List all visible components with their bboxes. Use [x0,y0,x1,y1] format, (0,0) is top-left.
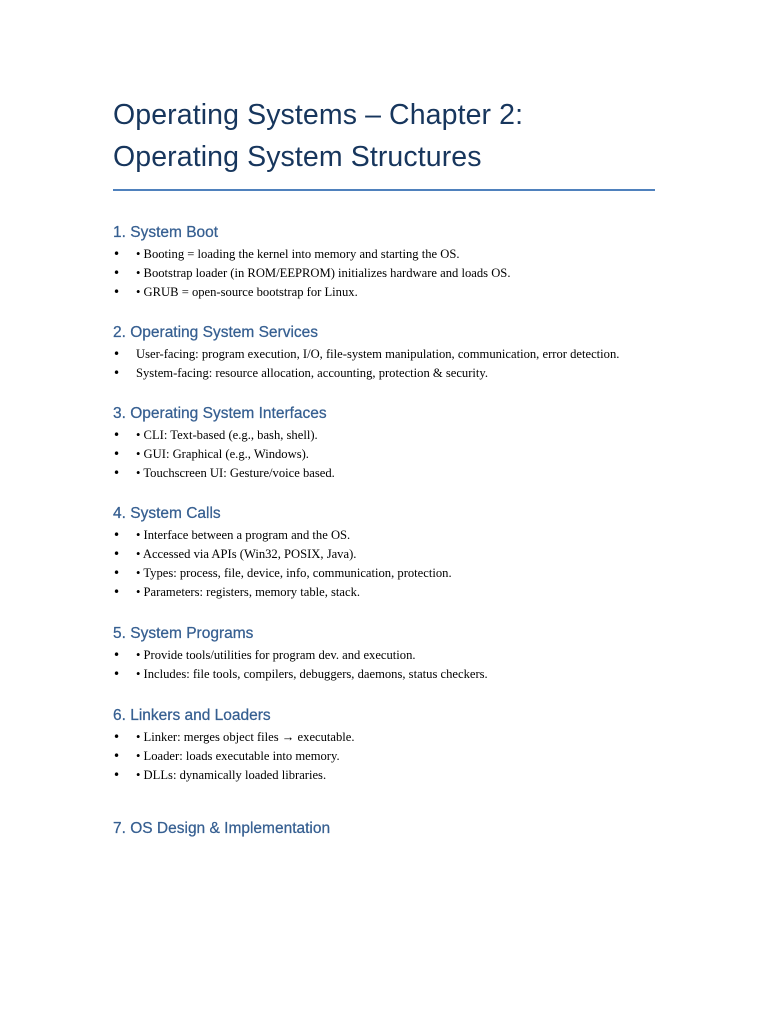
title-line-1: Operating Systems – Chapter 2: [113,99,524,131]
section-heading: 7. OS Design & Implementation [113,820,331,837]
section-os-services [113,321,655,383]
list-item [113,665,655,684]
bullet-icon: • [113,528,121,542]
section-heading: 4. System Calls [113,505,221,522]
list-item-text: • Parameters: registers, memory table, stack. [136,585,361,599]
title-divider [113,189,655,191]
bullet-icon: • [113,730,121,744]
bullet-list [113,526,655,602]
section-heading: 3. Operating System Interfaces [113,405,327,422]
bullet-list [113,646,655,684]
list-item-text: System-facing: resource allocation, accounting, protection & security. [136,366,489,380]
list-item [113,766,655,785]
bullet-icon: • [113,648,121,662]
list-item [113,583,655,602]
bullet-icon: • [113,667,121,681]
list-item-text: • Includes: file tools, compilers, debuggers, daemons, status checkers. [136,667,488,681]
list-item [113,526,655,545]
list-item-text: • Linker: merges object files → executable. [136,730,355,744]
section-heading: 2. Operating System Services [113,324,319,341]
section-system-boot [113,221,655,302]
bullet-list [113,728,655,785]
list-item-text: • Types: process, file, device, info, communication, protection. [136,566,452,580]
title-line-2: Operating System Structures [113,141,482,173]
list-item-text: • GRUB = open-source bootstrap for Linux. [136,285,358,299]
list-item-text: • Touchscreen UI: Gesture/voice based. [136,466,335,480]
list-item-text: • Bootstrap loader (in ROM/EEPROM) initializes hardware and loads OS. [136,266,511,280]
bullet-icon: • [113,285,121,299]
list-item-text: • CLI: Text-based (e.g., bash, shell). [136,428,318,442]
list-item [113,564,655,583]
list-item [113,464,655,483]
list-item-text: • DLLs: dynamically loaded libraries. [136,768,327,782]
list-item [113,264,655,283]
section-os-design [113,817,655,841]
bullet-icon: • [113,447,121,461]
section-heading: 5. System Programs [113,625,254,642]
list-item [113,345,655,364]
list-item-text: • Interface between a program and the OS. [136,528,351,542]
bullet-icon: • [113,347,121,361]
bullet-list [113,245,655,302]
bullet-icon: • [113,247,121,261]
bullet-icon: • [113,366,121,380]
list-item [113,728,655,747]
list-item [113,445,655,464]
bullet-icon: • [113,466,121,480]
list-item-text: • Accessed via APIs (Win32, POSIX, Java). [136,547,357,561]
list-item-text: • GUI: Graphical (e.g., Windows). [136,447,309,461]
list-item-text: • Loader: loads executable into memory. [136,749,340,763]
bullet-icon: • [113,266,121,280]
bullet-list [113,426,655,483]
section-linkers-loaders [113,704,655,785]
list-item-text: User-facing: program execution, I/O, file-system manipulation, communication, error detection. [136,347,620,361]
list-item [113,646,655,665]
list-item [113,364,655,383]
list-item [113,245,655,264]
bullet-icon: • [113,566,121,580]
section-heading: 1. System Boot [113,224,219,241]
bullet-list [113,345,655,383]
bullet-icon: • [113,768,121,782]
section-os-interfaces [113,402,655,483]
list-item-text: • Provide tools/utilities for program dev. and execution. [136,648,416,662]
document-page [113,94,655,841]
page-title [113,94,655,178]
bullet-icon: • [113,585,121,599]
list-item [113,426,655,445]
list-item-text: • Booting = loading the kernel into memory and starting the OS. [136,247,460,261]
section-heading: 6. Linkers and Loaders [113,707,271,724]
list-item [113,283,655,302]
list-item [113,747,655,766]
list-item [113,545,655,564]
bullet-icon: • [113,428,121,442]
bullet-icon: • [113,749,121,763]
section-system-calls [113,502,655,602]
section-system-programs [113,622,655,684]
bullet-icon: • [113,547,121,561]
